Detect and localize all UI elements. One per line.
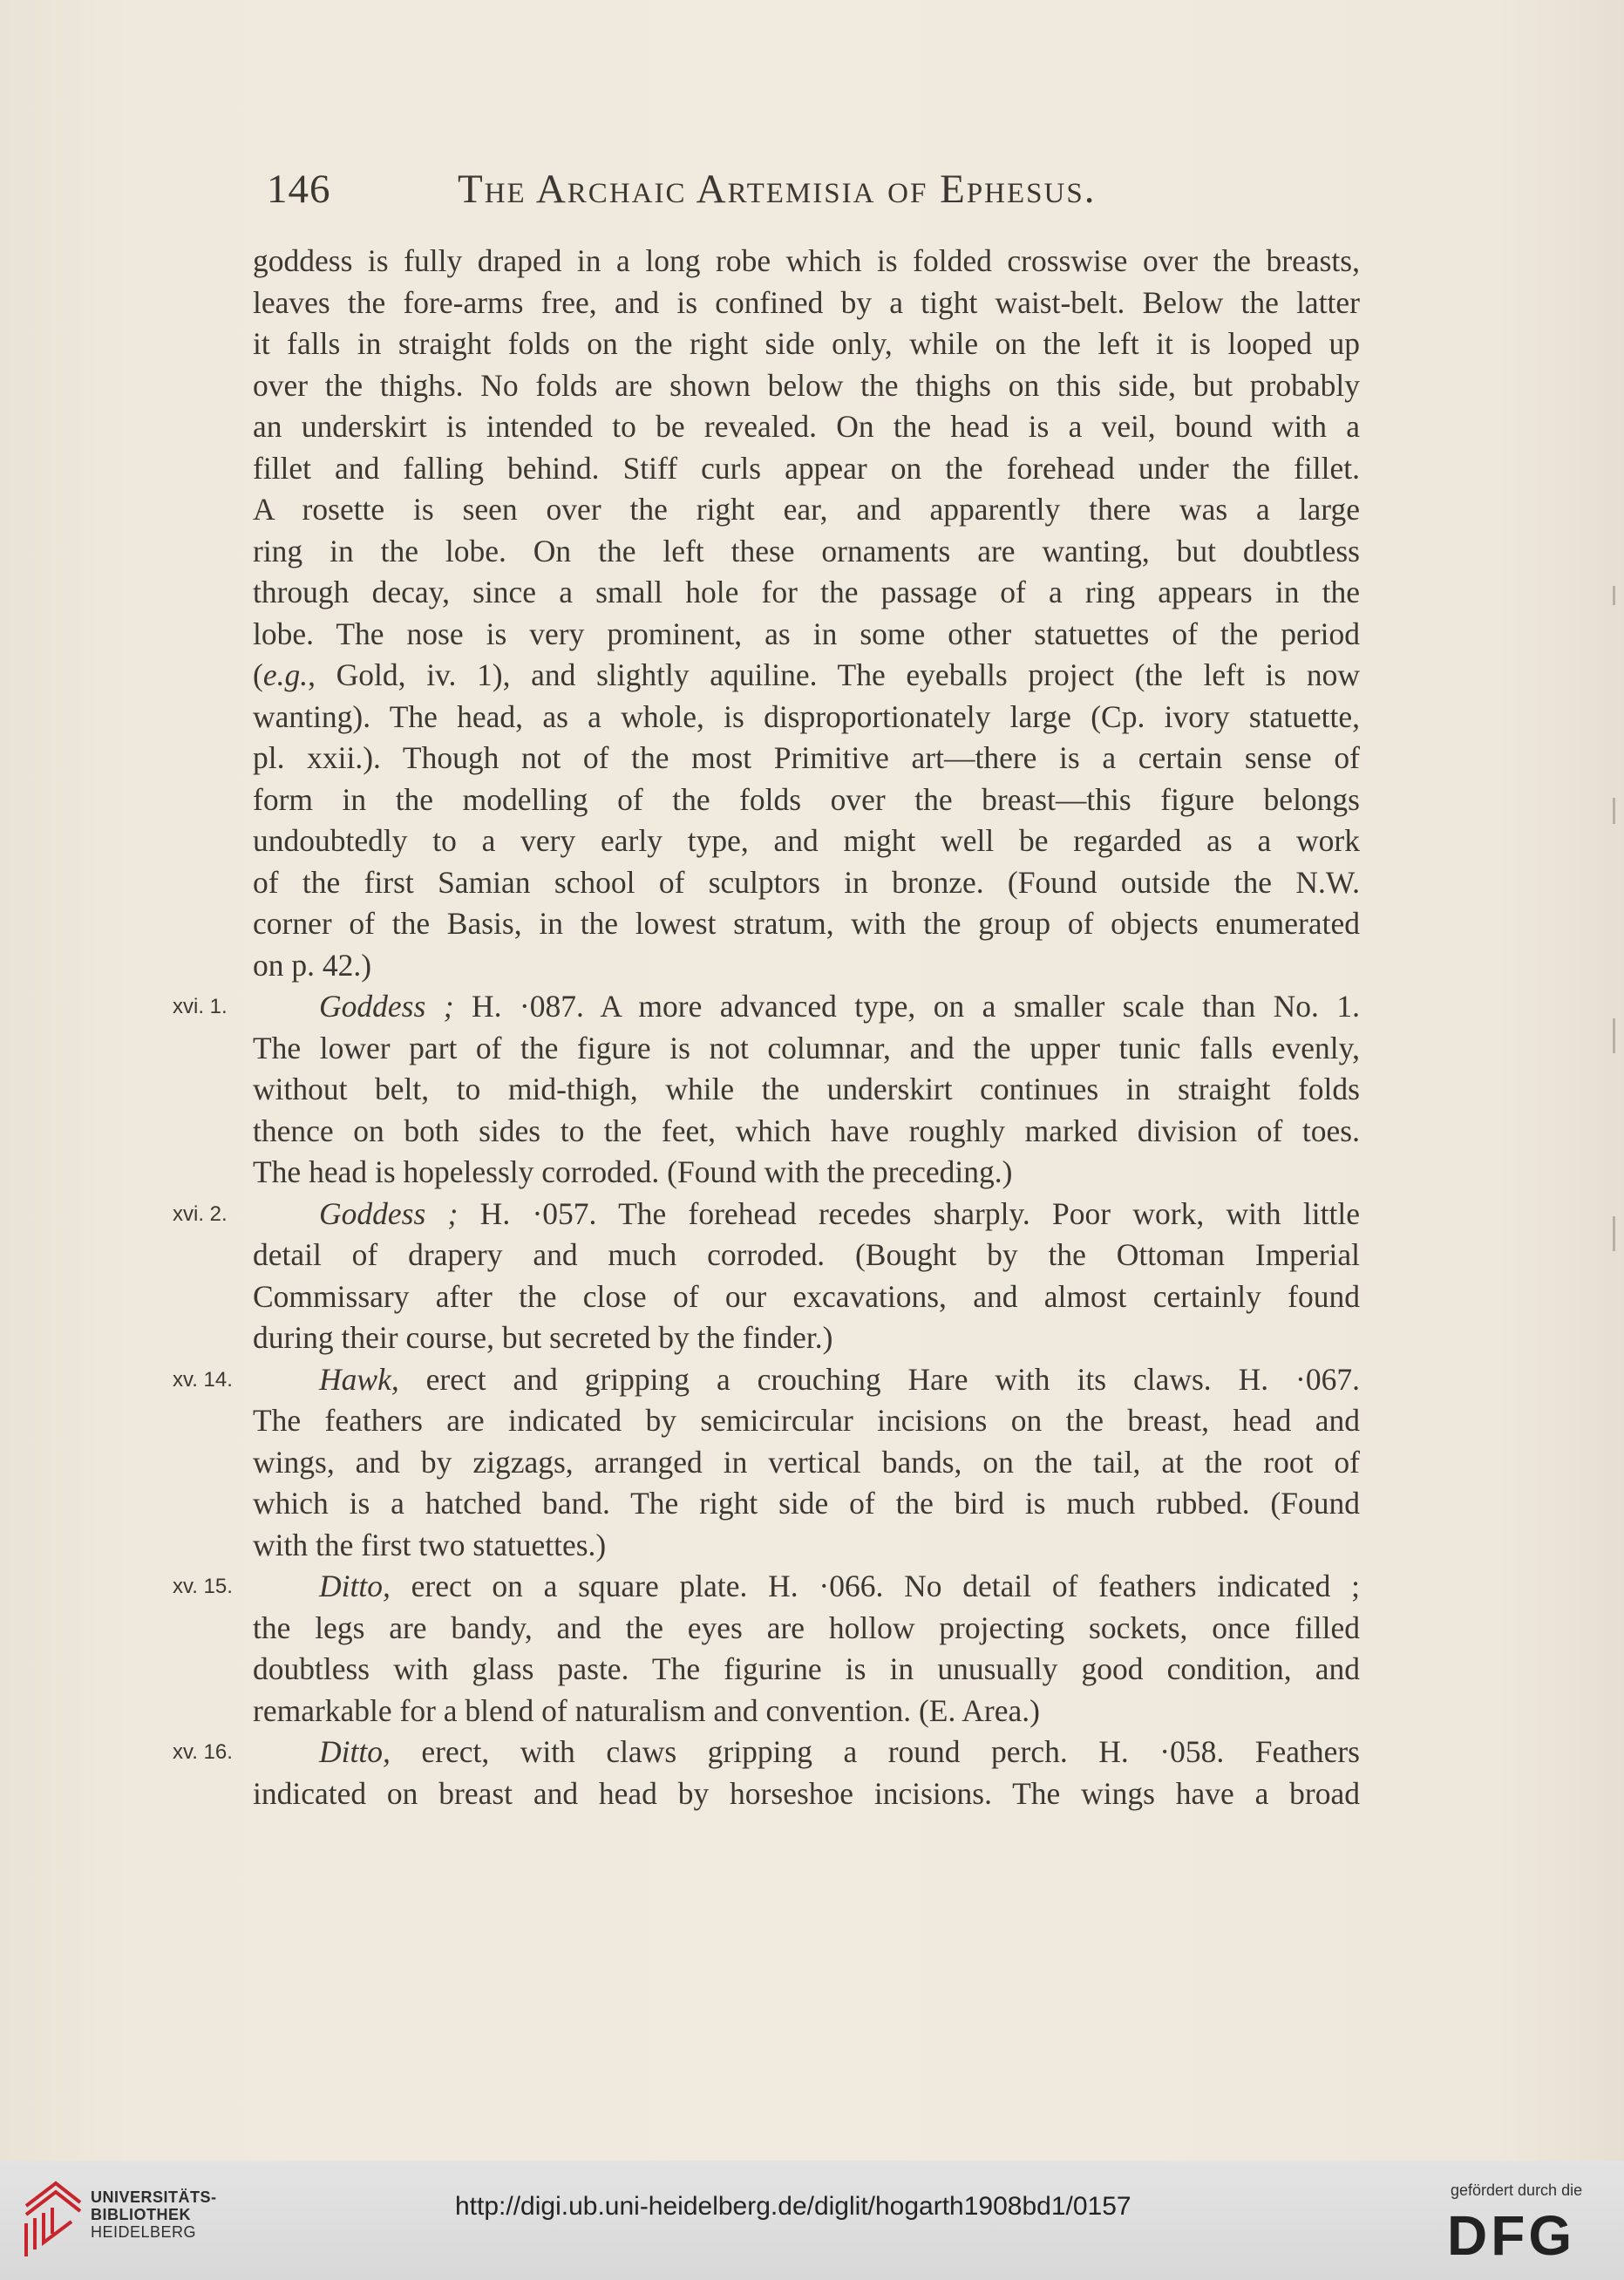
catalogue-entry [173, 1732, 1360, 1814]
text-line: of the first Samian school of sculptors in bronze. (Found outside the N.W. [253, 864, 1360, 900]
entry-first-line: Goddess ; H. ·087. A more advanced type, on a smaller scale than No. 1. [319, 989, 1360, 1024]
funded-by-label: gefördert durch die [1451, 2181, 1583, 2199]
text-line: doubtless with glass paste. The figurine is in unusually good condition, and [253, 1651, 1360, 1686]
text-line: during their course, but secreted by the finder.) [253, 1320, 833, 1355]
text-line: on p. 42.) [253, 947, 372, 983]
text-line: leaves the fore-arms free, and is confined by a tight waist-belt. Below the latter [253, 284, 1360, 320]
text-line: (e.g., Gold, iv. 1), and slightly aquiline. The eyeballs project (the left is now [253, 657, 1360, 692]
text-line: lobe. The nose is very prominent, as in some other statuettes of the period [253, 616, 1360, 651]
text-line: the legs are bandy, and the eyes are hollow projecting sockets, once filled [253, 1610, 1360, 1645]
item-name: Goddess ; [319, 989, 454, 1024]
page-edge-mark [1613, 1018, 1615, 1053]
text-line: corner of the Basis, in the lowest stratum, with the group of objects enumerated [253, 906, 1360, 941]
page-number: 146 [267, 167, 331, 212]
digitization-footer [0, 2161, 1624, 2280]
permalink-url[interactable]: http://digi.ub.uni-heidelberg.de/diglit/hogarth1908bd1/0157 [455, 2192, 1131, 2221]
text-line: indicated on breast and head by horseshoe incisions. The wings have a broad [253, 1775, 1360, 1811]
text-line: without belt, to mid-thigh, while the underskirt continues in straight folds [253, 1072, 1360, 1106]
text-line: with the first two statuettes.) [253, 1527, 607, 1562]
text-line: detail of drapery and much corroded. (Bought by the Ottoman Imperial [253, 1237, 1360, 1272]
text-line: through decay, since a small hole for the passage of a ring appears in the [253, 575, 1360, 609]
eg-abbreviation: e.g. [262, 657, 309, 692]
text-line: an underskirt is intended to be revealed. On the head is a veil, bound with a [253, 409, 1360, 444]
text-line: The feathers are indicated by semicircular incisions on the breast, head and [253, 1403, 1360, 1438]
text-line: goddess is fully draped in a long robe which is folded crosswise over the breasts, [253, 243, 1360, 278]
catalogue-entry [173, 986, 1360, 1194]
plate-reference: xvi. 2. [173, 1201, 228, 1226]
text-line: it falls in straight folds on the right side only, while on the left it is looped up [253, 326, 1360, 361]
item-name: Ditto, [319, 1569, 391, 1603]
text-line: The lower part of the figure is not columnar, and the upper tunic falls evenly, [253, 1030, 1360, 1065]
running-title: The Archaic Artemisia of Ephesus. [458, 167, 1097, 212]
text-line: pl. xxii.). Though not of the most Primitive art—there is a certain sense of [253, 740, 1360, 775]
text-line: remarkable for a blend of naturalism and convention. (E. Area.) [253, 1692, 1040, 1728]
plate-reference: xv. 14. [173, 1367, 233, 1392]
entry-first-line: Ditto, erect on a square plate. H. ·066. No detail of feathers indicated ; [319, 1569, 1360, 1603]
text-line: The head is hopelessly corroded. (Found with the preceding.) [253, 1154, 1013, 1189]
text-line: which is a hatched band. The right side of the bird is much rubbed. (Found [253, 1486, 1360, 1521]
body-text [173, 241, 1360, 1814]
text-line: over the thighs. No folds are shown below the thighs on this side, but probably [253, 367, 1360, 403]
entry-first-line: Ditto, erect, with claws gripping a round perch. H. ·058. Feathers [319, 1734, 1360, 1769]
intro-paragraph-continued [253, 697, 1360, 987]
text-line: wings, and by zigzags, arranged in vertical bands, on the tail, at the root of [253, 1444, 1360, 1480]
entry-first-line: Hawk, erect and gripping a crouching Hare with its claws. H. ·067. [319, 1361, 1360, 1397]
dfg-logo: DFG [1447, 2204, 1576, 2267]
plate-reference: xv. 16. [173, 1740, 233, 1764]
entry-first-line: Goddess ; H. ·057. The forehead recedes sharply. Poor work, with little [319, 1195, 1360, 1231]
library-logo-icon [21, 2180, 85, 2260]
text-line: wanting). The head, as a whole, is disproportionately large (Cp. ivory statuette, [253, 698, 1360, 734]
intro-paragraph [253, 241, 1360, 655]
plate-reference: xv. 15. [173, 1575, 233, 1598]
text-line: form in the modelling of the folds over the breast—this figure belongs [253, 781, 1360, 817]
catalogue-entry [173, 1566, 1360, 1732]
plate-reference: xvi. 1. [173, 995, 228, 1018]
item-name: Ditto, [319, 1734, 391, 1769]
text-line: A rosette is seen over the right ear, and apparently there was a large [253, 492, 1360, 527]
text-line: thence on both sides to the feet, which have roughly marked division of toes. [253, 1113, 1360, 1148]
page-edge-mark [1613, 1216, 1615, 1251]
catalogue-entries [173, 986, 1360, 1814]
item-name: Hawk, [319, 1361, 399, 1397]
page-edge-mark [1613, 586, 1615, 605]
catalogue-entry [173, 1359, 1360, 1567]
library-name: UNIVERSITÄTS- BIBLIOTHEK HEIDELBERG [91, 2188, 217, 2241]
page-edge-mark [1613, 798, 1615, 824]
text-line: ring in the lobe. On the left these ornaments are wanting, but doubtless [253, 533, 1360, 568]
text-line: fillet and falling behind. Stiff curls appear on the forehead under the fillet. [253, 450, 1360, 486]
item-name: Goddess ; [319, 1195, 459, 1231]
text-line: undoubtedly to a very early type, and might well be regarded as a work [253, 823, 1360, 858]
running-head [0, 166, 1624, 218]
text-line: Commissary after the close of our excavations, and almost certainly found [253, 1278, 1360, 1314]
catalogue-entry [173, 1194, 1360, 1359]
